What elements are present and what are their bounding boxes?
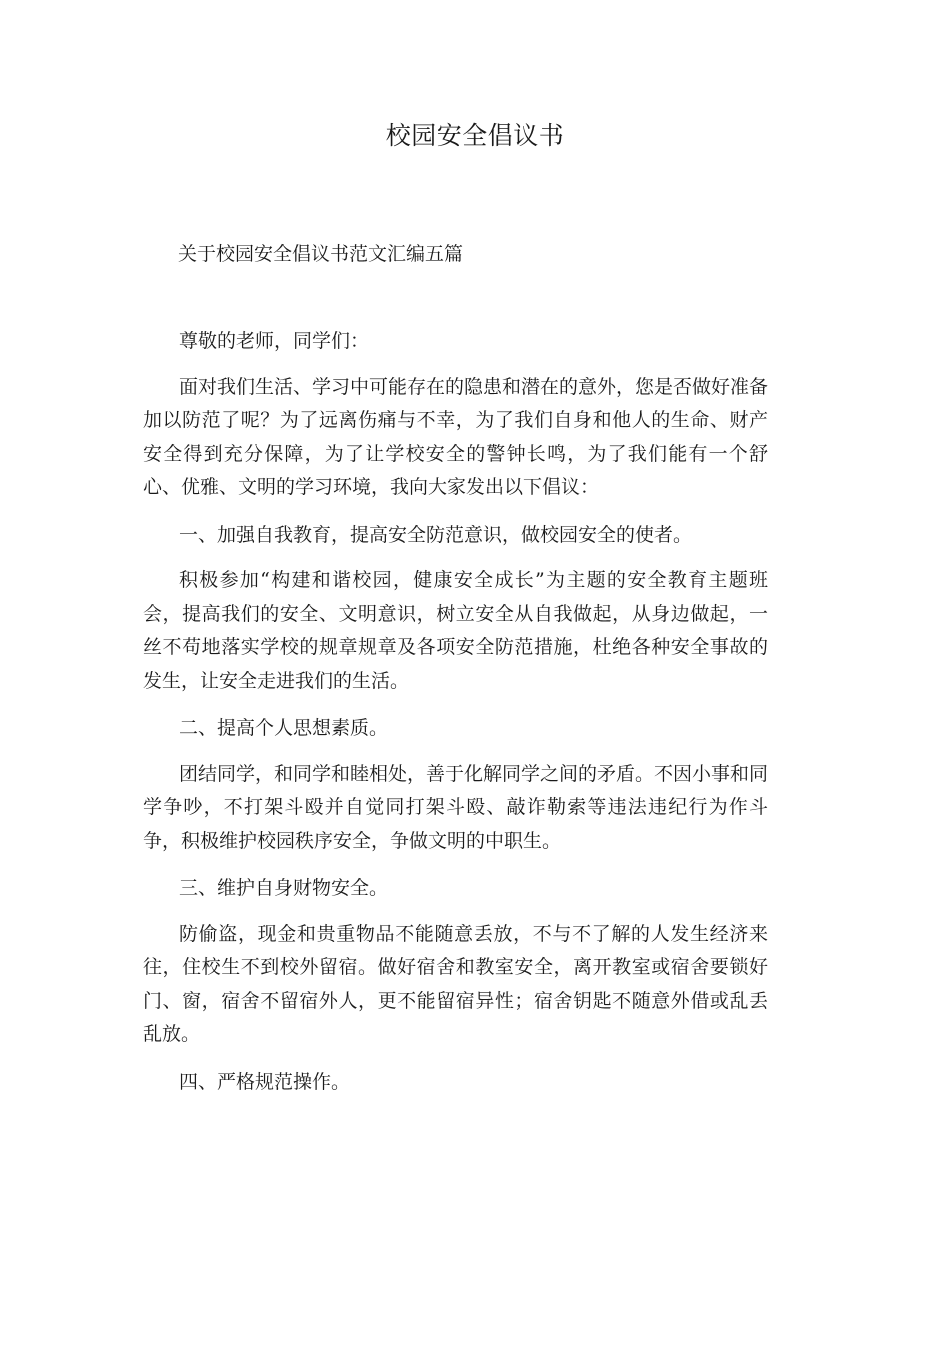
intro-paragraph: 面对我们生活、学习中可能存在的隐患和潜在的意外，您是否做好准备加以防范了呢？为了远离伤痛与不幸，为了我们自身和他人的生命、财产安全得到充分保障，为了让学校安全的警钟长鸣，为了我们能有一个舒心、优雅、文明的学习环境，我向大家发出以下倡议： — [143, 375, 769, 498]
section-3-paragraph: 防偷盗，现金和贵重物品不能随意丢放，不与不了解的人发生经济来往，住校生不到校外留宿。做好宿舍和教室安全，离开教室或宿舍要锁好门、窗，宿舍不留宿外人，更不能留宿异性；宿舍钥匙不随意外借或乱丢乱放。 — [143, 922, 768, 1045]
document-subtitle: 关于校园安全倡议书范文汇编五篇 — [178, 243, 464, 265]
salutation-paragraph: 尊敬的老师，同学们： — [179, 330, 370, 352]
section-heading-4: 四、严格规范操作。 — [179, 1070, 351, 1093]
document-body — [143, 325, 768, 1111]
section-2-paragraph: 团结同学，和同学和睦相处，善于化解同学之间的矛盾。不因小事和同学争吵，不打架斗殴并自觉同打架斗殴、敲诈勒索等违法违纪行为作斗争，积极维护校园秩序安全，争做文明的中职生。 — [143, 762, 769, 852]
section-heading-3: 三、维护自身财物安全。 — [179, 877, 389, 899]
section-heading-2: 二、提高个人思想素质。 — [179, 717, 389, 739]
section-1-paragraph: 积极参加“构建和谐校园，健康安全成长”为主题的安全教育主题班会，提高我们的安全、文明意识，树立安全从自我做起，从身边做起，一丝不苟地落实学校的规章规章及各项安全防范措施，杜绝各种安全事故的发生，让安全走进我们的生活。 — [143, 569, 768, 692]
section-heading-1: 一、加强自我教育，提高安全防范意识，做校园安全的使者。 — [179, 523, 693, 546]
document-title: 校园安全倡议书 — [385, 121, 565, 150]
